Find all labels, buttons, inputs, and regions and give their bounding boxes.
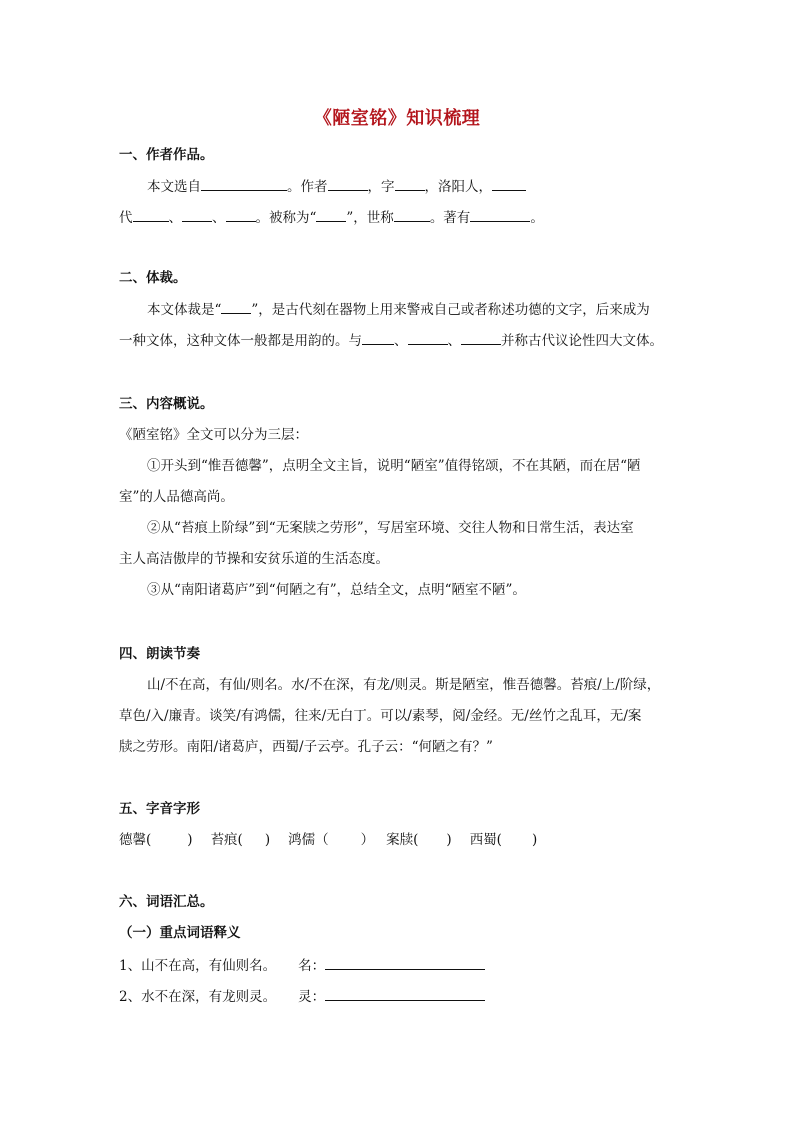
fill-blank[interactable] xyxy=(201,176,287,191)
text: ) xyxy=(531,832,538,848)
section-6-subheading: （一）重点词语释义 xyxy=(119,925,241,941)
text: ） xyxy=(360,832,375,848)
fill-blank[interactable] xyxy=(461,330,501,345)
word: 案牍( xyxy=(386,832,419,848)
text: ，字 xyxy=(367,179,395,195)
text: 本文体裁是“ xyxy=(147,302,222,318)
section-3-point-3-line-1: ③从“南阳诸葛庐”到“何陋之有”，总结全文，点明“陋室不陋”。 xyxy=(147,582,526,598)
text: ”，是古代刻在器物上用来警戒自己或者称述功德的文字，后来成为 xyxy=(251,302,650,318)
fill-blank[interactable] xyxy=(316,207,346,222)
section-6-heading: 六、词语汇总。 xyxy=(119,894,214,910)
text: 并称古代议论性四大文体。 xyxy=(501,333,663,349)
text: 。被称为“ xyxy=(255,210,317,226)
text: 、 xyxy=(168,210,182,226)
sentence: 2、水不在深，有龙则灵。 xyxy=(119,989,277,1005)
section-3-point-2-line-2: 主人高洁傲岸的节操和安贫乐道的生活态度。 xyxy=(119,551,389,567)
text: 一种文体，这种文体一般都是用韵的。与 xyxy=(119,333,362,349)
fill-blank[interactable] xyxy=(133,207,169,222)
section-5-words xyxy=(119,830,537,850)
section-3-point-1-line-1: ①开头到“惟吾德馨”，点明全文主旨，说明“陋室”值得铭颂，不在其陋，而在居“陋 xyxy=(147,458,641,474)
word: 德馨( xyxy=(119,832,152,848)
section-1-line-2 xyxy=(119,207,544,228)
section-3-heading: 三、内容概说。 xyxy=(119,396,214,412)
text: 。作者 xyxy=(287,179,328,195)
section-4-heading: 四、朗读节奏 xyxy=(119,646,200,662)
page-title: 《陋室铭》知识梳理 xyxy=(313,108,481,129)
fill-blank[interactable] xyxy=(325,955,485,970)
section-5-heading: 五、字音字形 xyxy=(119,801,200,817)
section-4-line-1: 山/不在高，有仙/则名。水/不在深，有龙/则灵。斯是陋室，惟吾德馨。苔痕/上/阶绿， xyxy=(147,677,661,693)
fill-blank[interactable] xyxy=(408,330,448,345)
fill-blank[interactable] xyxy=(470,207,530,222)
vocab-item-1 xyxy=(119,955,485,976)
fill-blank[interactable] xyxy=(362,330,394,345)
text: 、 xyxy=(212,210,226,226)
fill-blank[interactable] xyxy=(394,207,430,222)
text: 本文选自 xyxy=(147,179,201,195)
word: 苔痕( xyxy=(210,832,243,848)
fill-blank[interactable] xyxy=(226,207,256,222)
text: ”，世称 xyxy=(346,210,394,226)
text: 代 xyxy=(119,210,133,226)
text: ，洛阳人， xyxy=(424,179,492,195)
term: 名： xyxy=(298,958,326,974)
section-3-point-2-line-1: ②从“苔痕上阶绿”到“无案牍之劳形”，写居室环境、交往人物和日常生活，表达室 xyxy=(147,520,634,536)
text: 。著有 xyxy=(429,210,471,226)
word: 西蜀( xyxy=(469,832,502,848)
text: ) xyxy=(446,832,452,848)
fill-blank[interactable] xyxy=(328,176,368,191)
text: ) xyxy=(187,832,193,848)
fill-blank[interactable] xyxy=(325,986,485,1001)
term: 灵： xyxy=(298,989,326,1005)
text: 、 xyxy=(447,333,461,349)
section-2-heading: 二、体裁。 xyxy=(119,270,187,286)
fill-blank[interactable] xyxy=(492,176,526,191)
section-4-line-2: 草色/入/廉青。谈笑/有鸿儒，往来/无白丁。可以/素琴，阅/金经。无/丝竹之乱耳，无/案 xyxy=(119,708,642,724)
text: 、 xyxy=(394,333,408,349)
section-1-heading: 一、作者作品。 xyxy=(119,147,214,163)
vocab-item-2 xyxy=(119,986,485,1007)
fill-blank[interactable] xyxy=(182,207,212,222)
section-3-point-1-line-2: 室”的人品德高尚。 xyxy=(119,489,234,505)
text: 。 xyxy=(530,210,544,226)
section-3-intro: 《陋室铭》全文可以分为三层： xyxy=(119,427,308,443)
word: 鸿儒（ xyxy=(288,832,329,848)
sentence: 1、山不在高，有仙则名。 xyxy=(119,958,277,974)
section-2-line-2 xyxy=(119,330,663,351)
section-4-line-3: 牍之劳形。南阳/诸葛庐，西蜀/子云亭。孔子云：“何陋之有？” xyxy=(119,739,493,755)
fill-blank[interactable] xyxy=(395,176,425,191)
section-2-line-1 xyxy=(147,299,650,320)
section-1-line-1 xyxy=(147,176,526,197)
text: ) xyxy=(264,832,271,848)
fill-blank[interactable] xyxy=(221,299,251,314)
